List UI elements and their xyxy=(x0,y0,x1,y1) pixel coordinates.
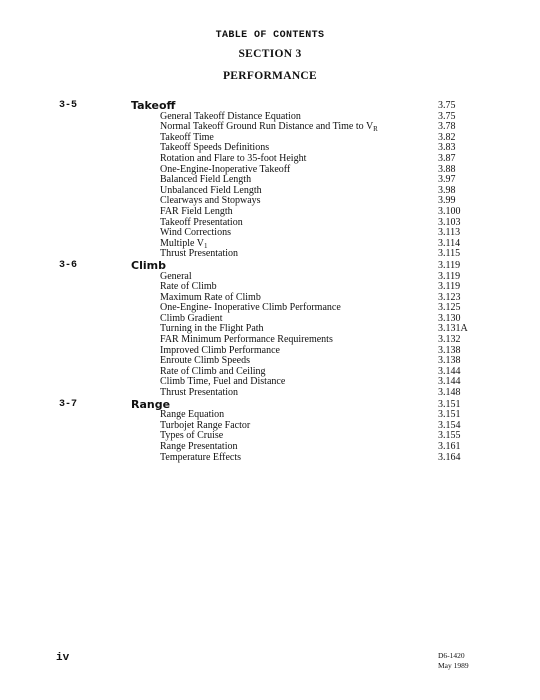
entry-text: Takeoff Time xyxy=(160,131,214,143)
section-page: 3.75 xyxy=(438,100,456,111)
entry-page: 3.130 xyxy=(438,312,461,324)
entry-page: 3.119 xyxy=(438,270,461,282)
toc-entry xyxy=(0,388,540,399)
entry-page: 3.97 xyxy=(438,174,456,186)
section-title: Climb xyxy=(131,258,166,272)
entry-page: 3.144 xyxy=(438,365,461,377)
entry-text: FAR Minimum Performance Requirements xyxy=(160,334,333,346)
entry-text: Turning in the Flight Path xyxy=(160,323,264,335)
entry-text: Improved Climb Performance xyxy=(160,344,280,356)
toc-entry xyxy=(0,122,540,133)
entry-text: Clearways and Stopways xyxy=(160,195,261,207)
section-number: 3-5 xyxy=(59,100,78,111)
document-number: D6-1420 xyxy=(438,651,465,660)
entry-page: 3.78 xyxy=(438,121,456,133)
entry-text: Climb Gradient xyxy=(160,312,223,324)
entry-page: 3.113 xyxy=(438,227,461,239)
section-number: 3-6 xyxy=(59,259,78,271)
entry-page: 3.98 xyxy=(438,184,456,196)
page-number: iv xyxy=(56,652,70,664)
entry-text: Unbalanced Field Length xyxy=(160,184,262,196)
entry-page: 3.114 xyxy=(438,237,461,249)
entry-page: 3.132 xyxy=(438,334,461,346)
entry-page: 3.75 xyxy=(438,110,456,122)
entry-page: 3.103 xyxy=(438,216,461,228)
entry-text: Normal Takeoff Ground Run Distance and Time to V xyxy=(160,121,374,133)
entry-text: Thrust Presentation xyxy=(160,387,239,399)
entry-text: Thrust Presentation xyxy=(160,248,239,260)
entry-page: 3.151 xyxy=(438,409,461,421)
entry-page: 3.83 xyxy=(438,142,456,154)
toc-entry xyxy=(0,133,540,144)
entry-text: Wind Corrections xyxy=(160,227,231,239)
entry-text: Multiple V xyxy=(160,237,204,249)
entry-page: 3.161 xyxy=(438,441,461,452)
entry-text: Enroute Climb Speeds xyxy=(160,355,250,367)
toc-entry xyxy=(0,165,540,176)
entry-text: One-Engine-Inoperative Takeoff xyxy=(160,163,291,175)
entry-page: 3.138 xyxy=(438,344,461,356)
entry-page: 3.154 xyxy=(438,419,461,431)
subject-heading: PERFORMANCE xyxy=(222,70,317,82)
entry-page: 3.87 xyxy=(438,152,456,164)
section-page: 3.119 xyxy=(438,259,461,271)
entry-page: 3.125 xyxy=(438,302,461,314)
section-heading: SECTION 3 xyxy=(238,48,302,60)
document-info xyxy=(438,651,469,671)
section-title: Takeoff xyxy=(131,99,176,112)
section-number: 3-7 xyxy=(59,398,78,410)
toc-entry xyxy=(0,442,540,453)
entry-page: 3.119 xyxy=(438,281,461,293)
entry-page: 3.123 xyxy=(438,291,461,303)
entry-text: Types of Cruise xyxy=(160,430,224,442)
toc-entry xyxy=(0,453,540,464)
toc-entry xyxy=(0,175,540,186)
toc-list xyxy=(0,100,540,463)
entry-page: 3.99 xyxy=(438,195,456,207)
entry-text: Climb Time, Fuel and Distance xyxy=(160,376,286,388)
entry-text: Maximum Rate of Climb xyxy=(160,291,261,303)
entry-text: Rate of Climb xyxy=(160,281,217,293)
entry-page: 3.115 xyxy=(438,248,461,260)
entry-text: Rate of Climb and Ceiling xyxy=(160,365,266,377)
entry-text: General Takeoff Distance Equation xyxy=(160,110,301,122)
entry-text: Turbojet Range Factor xyxy=(160,419,251,431)
section-title: Range xyxy=(131,397,171,411)
entry-subscript: 1 xyxy=(203,241,208,250)
entry-text: Takeoff Speeds Definitions xyxy=(160,142,270,154)
entry-subscript: R xyxy=(373,125,378,134)
entry-page: 3.100 xyxy=(438,205,461,217)
entry-title xyxy=(160,388,238,399)
toc-entry xyxy=(0,207,540,218)
entry-text: General xyxy=(160,270,192,282)
toc-heading: TABLE OF CONTENTS xyxy=(215,30,325,41)
document-date: May 1989 xyxy=(438,661,469,670)
entry-text: Takeoff Presentation xyxy=(160,216,243,228)
entry-page: 3.164 xyxy=(438,451,461,463)
entry-text: One-Engine- Inoperative Climb Performance xyxy=(160,302,341,314)
entry-title xyxy=(160,453,241,464)
section-page: 3.151 xyxy=(438,398,461,410)
entry-page: 3.131A xyxy=(438,323,468,335)
entry-page: 3.88 xyxy=(438,163,456,175)
entry-page: 3.138 xyxy=(438,355,461,367)
entry-page: 3.144 xyxy=(438,376,461,388)
entry-text: FAR Field Length xyxy=(160,205,233,217)
entry-text: Range Equation xyxy=(160,409,225,421)
entry-text: Temperature Effects xyxy=(160,451,242,463)
entry-title xyxy=(160,249,238,260)
entry-text: Rotation and Flare to 35-foot Height xyxy=(160,152,307,164)
entry-page: 3.148 xyxy=(438,387,461,399)
entry-page: 3.155 xyxy=(438,430,461,442)
entry-text: Range Presentation xyxy=(160,441,238,452)
toc-entry xyxy=(0,249,540,260)
entry-page: 3.82 xyxy=(438,131,456,143)
toc-entry xyxy=(0,186,540,197)
toc-section-row xyxy=(0,260,540,272)
entry-text: Balanced Field Length xyxy=(160,174,252,186)
